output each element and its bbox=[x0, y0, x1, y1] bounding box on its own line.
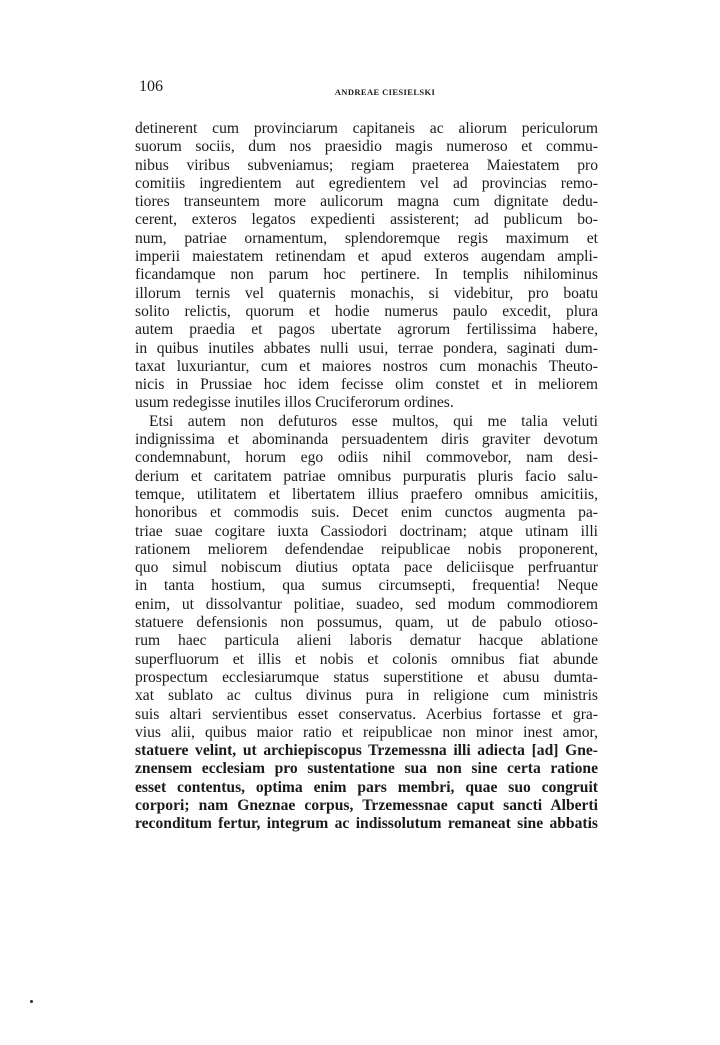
text-line: in quibus inutiles abbates nulli usui, terrae pondera, saginati dum- bbox=[135, 339, 598, 357]
text-line: ficandamque non parum hoc pertinere. In templis nihilominus bbox=[135, 266, 598, 284]
text-line: esset contentus, optima enim pars membri, quae suo congruit bbox=[135, 778, 598, 796]
text-line: statuere defensionis non possumus, quam, ut de pabulo otioso- bbox=[135, 614, 598, 632]
text-line: statuere velint, ut archiepiscopus Trzemessna illi adiecta [ad] Gne- bbox=[135, 742, 598, 760]
text-line: suis altari servientibus esset conservatus. Acerbius fortasse et gra- bbox=[135, 705, 598, 723]
text-line: comitiis ingredientem aut egredientem vel ad provincias remo- bbox=[135, 174, 598, 192]
text-line: temque, utilitatem et libertatem illius praefero omnibus amicitiis, bbox=[135, 485, 598, 503]
scan-speck bbox=[30, 1000, 33, 1003]
text-line: xat sublato ac cultus divinus pura in religione cum ministris bbox=[135, 687, 598, 705]
text-line: autem praedia et pagos ubertate agrorum fertilissima habere, bbox=[135, 321, 598, 339]
text-line: honoribus et commodis suis. Decet enim cunctos augmenta pa- bbox=[135, 504, 598, 522]
text-line: tiores transeuntem more aulicorum magna cum dignitate dedu- bbox=[135, 193, 598, 211]
text-line: superfluorum et illis et nobis et colonis omnibus fiat abunde bbox=[135, 650, 598, 668]
text-line: rationem meliorem defendendae reipublicae nobis proponerent, bbox=[135, 540, 598, 558]
text-line: quo simul nobiscum diutius optata pace deliciisque perfruantur bbox=[135, 559, 598, 577]
text-line: cerent, exteros legatos expedienti assisterent; ad publicum bo- bbox=[135, 211, 598, 229]
text-line: suorum sociis, dum nos praesidio magis numeroso et commu- bbox=[135, 138, 598, 156]
text-line: triae suae cogitare iuxta Cassiodori doctrinam; atque utinam illi bbox=[135, 522, 598, 540]
text-line: illorum ternis vel quaternis monachis, si videbitur, pro boatu bbox=[135, 284, 598, 302]
text-line: indignissima et abominanda persuadentem diris graviter devotum bbox=[135, 431, 598, 449]
text-line: reconditum fertur, integrum ac indissolutum remaneat sine abbatis bbox=[135, 815, 598, 833]
text-line: Etsi autem non defuturos esse multos, qui me talia veluti bbox=[149, 412, 598, 430]
text-line: rum haec particula alieni laboris dematur hacque ablatione bbox=[135, 632, 598, 650]
text-line: num, patriae ornamentum, splendoremque regis maximum et bbox=[135, 229, 598, 247]
text-line: usum redegisse inutiles illos Cruciferorum ordines. bbox=[135, 394, 454, 412]
text-line: vius alii, quibus maior ratio et reipublicae non minor inest amor, bbox=[135, 723, 598, 741]
body-text bbox=[135, 120, 598, 834]
text-line: derium et caritatem patriae omnibus purpuratis pluris facio salu- bbox=[135, 467, 598, 485]
text-line: nibus viribus subveniamus; regiam praeterea Maiestatem pro bbox=[135, 156, 598, 174]
text-line: nicis in Prussiae hoc idem fecisse olim constet et in meliorem bbox=[135, 376, 598, 394]
text-line: in tanta hostium, qua sumus circumsepti, frequentia! Neque bbox=[135, 577, 598, 595]
text-line: znensem ecclesiam pro sustentatione sua non sine certa ratione bbox=[135, 760, 598, 778]
page-number: 106 bbox=[139, 78, 163, 95]
text-line: taxat luxuriantur, cum et maiores nostros cum monachis Theuto- bbox=[135, 357, 598, 375]
text-line: detinerent cum provinciarum capitaneis ac aliorum periculorum bbox=[135, 120, 598, 137]
running-head: ANDREAE CIESIELSKI bbox=[334, 87, 436, 97]
text-line: solito relictis, quorum et hodie numerus paulo excedit, plura bbox=[135, 302, 598, 320]
text-line: corpori; nam Gneznae corpus, Trzemessnae caput sancti Alberti bbox=[135, 796, 598, 814]
text-line: imperii maiestatem retinendam et apud exteros augendam ampli- bbox=[135, 248, 598, 266]
text-line: enim, ut dissolvantur politiae, suadeo, sed modum commodiorem bbox=[135, 595, 598, 613]
text-line: prospectum ecclesiarumque status superstitione et abusu dumta- bbox=[135, 668, 598, 686]
text-line: condemnabunt, horum ego odiis nihil commovebor, nam desi- bbox=[135, 449, 598, 467]
